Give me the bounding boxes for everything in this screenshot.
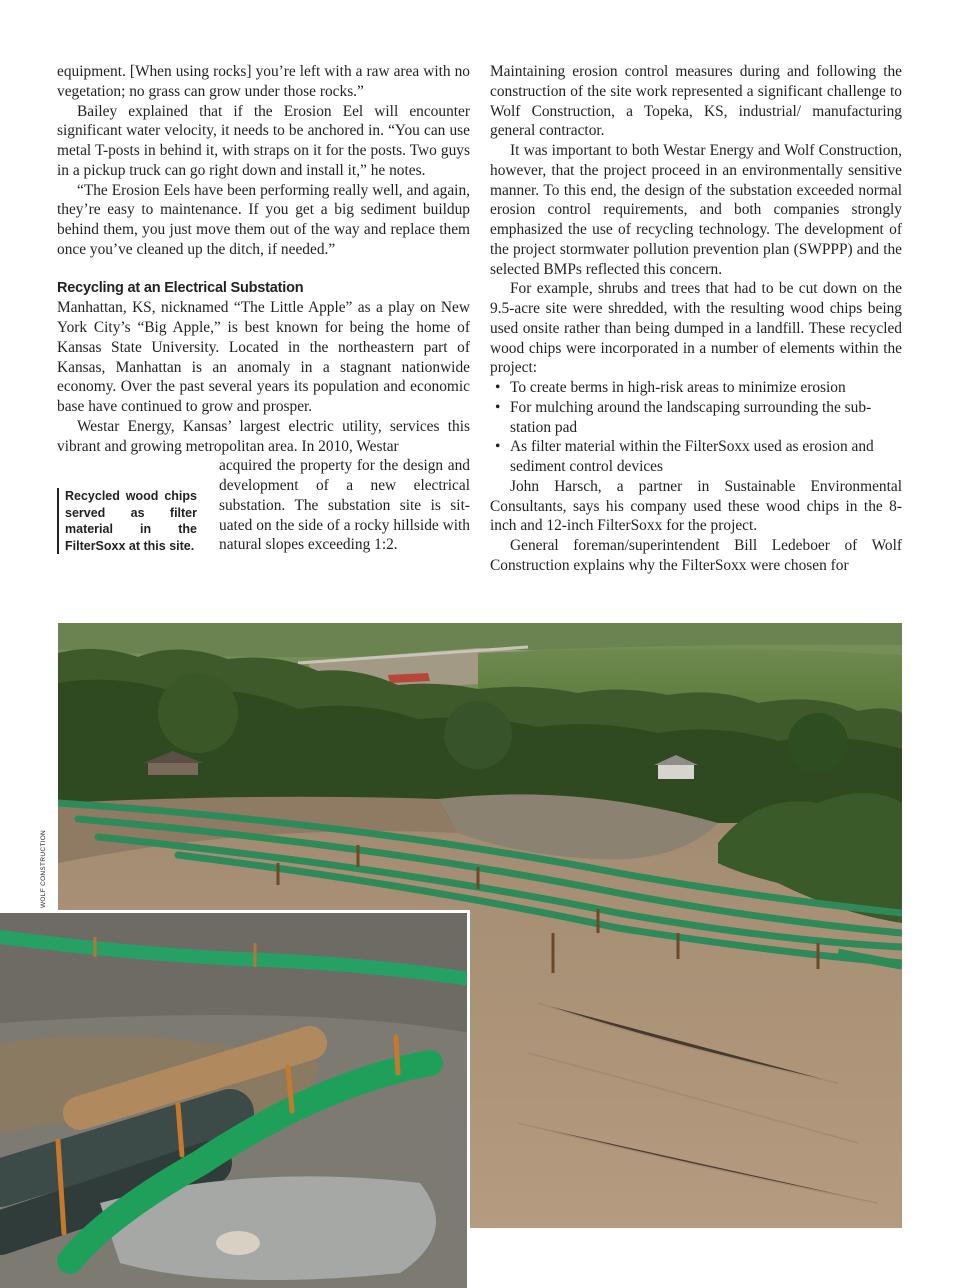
paragraph: equipment. [When using rocks] you’re left with a raw area with no vegetation; no grass can grow under those rocks.” [57,63,470,100]
photo-caption: Recycled wood chips served as filter material in the FilterSoxx at this site. [57,488,197,554]
inset-photo [0,910,470,1288]
caption-wrap-block [57,456,470,555]
paragraph: Maintaining erosion control measures during and following the construction of the site work represented a significant challenge to Wolf Construction, a Topeka, KS, industrial/ manufacturing general contractor. [490,63,902,140]
bullet-item: • For mulching around the landscaping surrounding the substation pad [490,398,902,438]
bullet-item: • To create berms in high-risk areas to minimize erosion [490,378,902,398]
paragraph: General foreman/superintendent Bill Ledeboer of Wolf Construction explains why the FilterSoxx were chosen for [490,537,902,574]
paragraph: “The Erosion Eels have been performing really well, and again, they’re easy to maintenance. If you get a big sediment buildup behind them, you just move them out of the way and replace them once you’ve cleaned up the ditch, if needed.” [57,181,470,258]
paragraph: John Harsch, a partner in Sustainable Environmental Consultants, says his company used these wood chips in the 8-inch and 12-inch FilterSoxx for the project. [490,477,902,535]
paragraph-continued: acquired the property for the design and development of a new electrical substation. The substation site is situated on the side of a rocky hillside with natural slopes exceeding 1:2. [219,457,470,554]
paragraph: Westar Energy, Kansas’ largest electric utility, services this vibrant and growing metropolitan area. In 2010, Westar [57,417,470,455]
caption-box [57,456,197,555]
paragraph: Manhattan, KS, nicknamed “The Little Apple” as a play on New York City’s “Big Apple,” is best known for being the home of Kansas State University. Located in the northeastern part of Kansas, Manhattan is an anomaly in a stagnant nationwide economy. Over the past several years its population and economic base have continued to grow and prosper. [57,299,470,415]
left-column [57,62,470,555]
paragraph: It was important to both Westar Energy and Wolf Construction, however, that the project proceed in an environmentally sensitive manner. To this end, the design of the substation exceeded normal erosion control requirements, and both companies strongly emphasized the use of recycling technology. The development of the project stormwater pollution prevention plan (SWPPP) and the selected BMPs reflected this concern. [490,142,902,278]
paragraph: For example, shrubs and trees that had to be cut down on the 9.5-acre site were shredded, with the resulting wood chips being used onsite rather than being dumped in a landfill. These recycled wood chips were incorporated in a number of elements within the project: [490,280,902,377]
bullet-list [490,378,902,477]
section-heading: Recycling at an Electrical Substation [57,279,304,296]
photo-credit: WOLF CONSTRUCTION [40,829,47,908]
paragraph: Bailey explained that if the Erosion Eel will encounter significant water velocity, it needs to be anchored in. “You can use metal T-posts in behind it, with straps on it for the posts. Two guys in a pickup truck can go right down and install it,” he notes. [57,102,470,179]
right-column [490,62,902,576]
bullet-item: • As filter material within the FilterSoxx used as erosion and sediment control devices [490,437,902,477]
